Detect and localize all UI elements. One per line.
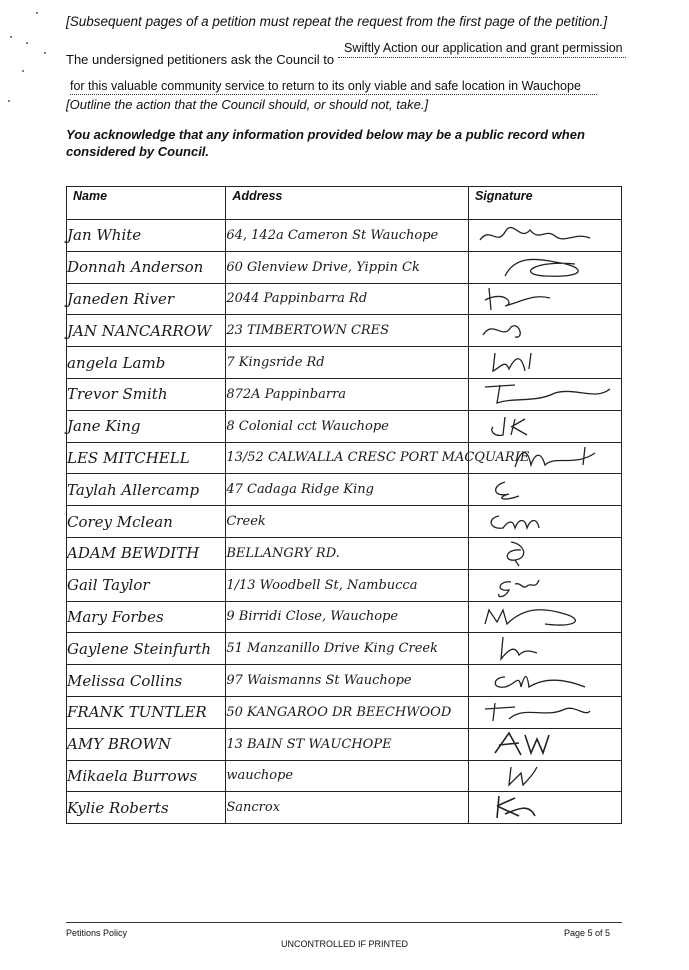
request-line-2 (70, 79, 600, 93)
signer-name: Gaylene Steinfurth (67, 633, 226, 665)
signature (468, 633, 621, 665)
table-row (67, 378, 622, 410)
signer-address: 1/13 Woodbell St, Nambucca (226, 569, 469, 601)
signer-name: Taylah Allercamp (67, 474, 226, 506)
signer-address: 64, 142a Cameron St Wauchope (226, 220, 469, 252)
signer-name: LES MITCHELL (67, 442, 226, 474)
signature (468, 283, 621, 315)
address-column-header: Address (226, 187, 469, 220)
signature (468, 792, 621, 824)
signature (468, 410, 621, 442)
table-row (67, 601, 622, 633)
signature-column-header: Signature (468, 187, 621, 220)
signer-name: Mary Forbes (67, 601, 226, 633)
signer-address: 97 Waismanns St Wauchope (226, 665, 469, 697)
request-lead: The undersigned petitioners ask the Council to (66, 52, 335, 67)
signer-address: 50 KANGAROO DR BEECHWOOD (226, 696, 469, 728)
signature (468, 315, 621, 347)
table-row (67, 506, 622, 538)
signature (468, 569, 621, 601)
signer-address: 60 Glenview Drive, Yippin Ck (226, 251, 469, 283)
table-row (67, 220, 622, 252)
footer-policy-name: Petitions Policy (66, 928, 128, 938)
signer-address: 13/52 CALWALLA CRESC PORT MACQUARIE (226, 442, 469, 474)
signature (468, 474, 621, 506)
signer-address: 9 Birridi Close, Wauchope (226, 601, 469, 633)
signer-name: Melissa Collins (67, 665, 226, 697)
signer-name: Janeden River (67, 283, 226, 315)
signer-name: Gail Taylor (67, 569, 226, 601)
signer-name: Kylie Roberts (67, 792, 226, 824)
footer-page-number: Page 5 of 5 (564, 928, 611, 938)
signer-name: angela Lamb (67, 347, 226, 379)
signer-address: wauchope (226, 760, 469, 792)
signature (468, 251, 621, 283)
request-text-line2: for this valuable community service to return to its only viable and safe location in Wauchope (70, 79, 581, 93)
table-row (67, 442, 622, 474)
signer-address: 2044 Pappinbarra Rd (226, 283, 469, 315)
table-row (67, 315, 622, 347)
table-row (67, 474, 622, 506)
table-row (67, 283, 622, 315)
signer-name: JAN NANCARROW (67, 315, 226, 347)
table-header-row (67, 187, 622, 220)
signer-name: AMY BROWN (67, 728, 226, 760)
signer-address: Creek (226, 506, 469, 538)
signer-name: Jane King (67, 410, 226, 442)
request-text-line1: Swiftly Action our application and grant permission (344, 41, 623, 55)
signer-name: Trevor Smith (67, 378, 226, 410)
signature (468, 601, 621, 633)
table-row (67, 665, 622, 697)
scan-specks (6, 8, 46, 118)
table-row (67, 760, 622, 792)
signature (468, 347, 621, 379)
table-row (67, 792, 622, 824)
subsequent-pages-instruction: [Subsequent pages of a petition must repeat the request from the first page of the petition.] (66, 14, 608, 29)
signature (468, 442, 621, 474)
dotted-line (70, 94, 597, 95)
name-column-header: Name (67, 187, 226, 220)
table-row (67, 696, 622, 728)
table-row (67, 537, 622, 569)
signer-address: Sancrox (226, 792, 469, 824)
signer-address: 872A Pappinbarra (226, 378, 469, 410)
signer-name: Donnah Anderson (67, 251, 226, 283)
signer-address: 8 Colonial cct Wauchope (226, 410, 469, 442)
signer-name: ADAM BEWDITH (67, 537, 226, 569)
dotted-line (338, 57, 626, 58)
signature (468, 728, 621, 760)
signer-name: FRANK TUNTLER (67, 696, 226, 728)
signer-name: Corey Mclean (67, 506, 226, 538)
signer-address: 7 Kingsride Rd (226, 347, 469, 379)
signature (468, 537, 621, 569)
signature (468, 696, 621, 728)
footer-uncontrolled-notice: UNCONTROLLED IF PRINTED (280, 939, 408, 949)
signer-name: Jan White (67, 220, 226, 252)
signature (468, 506, 621, 538)
outline-note: [Outline the action that the Council should, or should not, take.] (66, 97, 429, 112)
signer-address: 23 TIMBERTOWN CRES (226, 315, 469, 347)
signer-address: BELLANGRY RD. (226, 537, 469, 569)
signature-table (66, 186, 622, 824)
signature (468, 760, 621, 792)
table-row (67, 728, 622, 760)
table-row (67, 569, 622, 601)
signer-address: 47 Cadaga Ridge King (226, 474, 469, 506)
public-record-acknowledgement: You acknowledge that any information provided below may be a public record when considered by Council. (66, 127, 585, 159)
signature (468, 665, 621, 697)
table-row (67, 410, 622, 442)
table-row (67, 347, 622, 379)
signature (468, 378, 621, 410)
signer-address: 13 BAIN ST WAUCHOPE (226, 728, 469, 760)
table-row (67, 251, 622, 283)
signer-name: Mikaela Burrows (67, 760, 226, 792)
signer-address: 51 Manzanillo Drive King Creek (226, 633, 469, 665)
table-row (67, 633, 622, 665)
footer-divider (66, 922, 622, 923)
signature (468, 220, 621, 252)
